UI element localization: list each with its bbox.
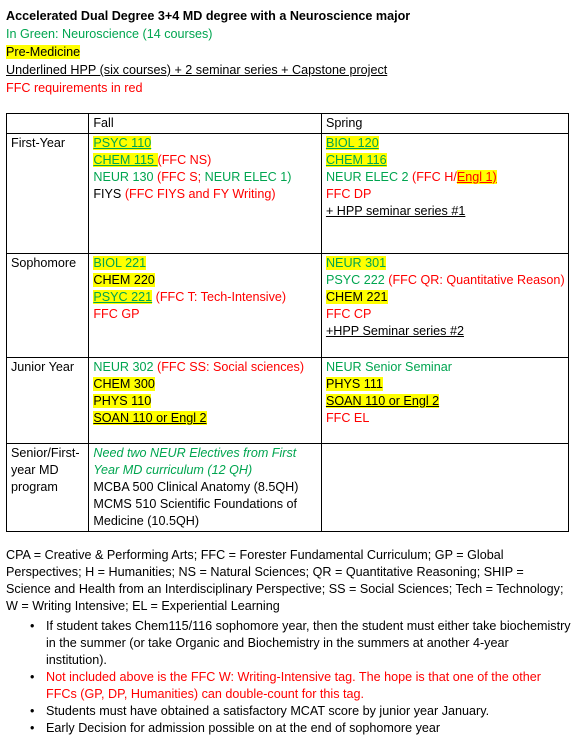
course-text: PHYS 110 xyxy=(93,394,152,408)
course-text: Need two NEUR Electives from First Year MD curriculum (12 QH) xyxy=(93,446,297,477)
note-text: Not included above is the FFC W: Writing-Intensive tag. The hope is that one of the other FFCs (GP, DP, Humanities) can double-count for this tag. xyxy=(46,670,541,701)
course-text: FFC EL xyxy=(325,411,370,425)
course-text: MCMS 510 Scientific Foundations of Medicine (10.5QH) xyxy=(93,497,298,528)
course-text: FFC GP xyxy=(93,307,140,321)
table-row xyxy=(7,134,569,254)
note-bullet xyxy=(6,720,572,737)
spring-cell xyxy=(321,358,568,444)
course-line xyxy=(93,272,318,289)
spring-cell xyxy=(321,254,568,358)
course-line xyxy=(93,445,318,479)
course-line xyxy=(93,135,318,152)
fall-column-header: Fall xyxy=(89,114,322,134)
empty-header-cell xyxy=(7,114,89,134)
table-row xyxy=(7,254,569,358)
spring-cell xyxy=(321,444,568,532)
course-text: CHEM 220 xyxy=(93,273,155,287)
course-text: CHEM 115 xyxy=(93,153,158,167)
course-line xyxy=(326,359,565,376)
course-text: (FFC QR: Quantitative Reason) xyxy=(388,273,565,287)
course-text: BIOL 120 xyxy=(325,136,379,150)
course-line xyxy=(93,152,318,169)
note-bullet xyxy=(6,703,572,720)
course-line xyxy=(93,496,318,530)
notes-section xyxy=(6,547,572,737)
course-line xyxy=(326,152,565,169)
note-text: If student takes Chem115/116 sophomore year, then the student must either take biochemistry in the summer (or take Organic and Biochemistry in the summers at another 4-year institution). xyxy=(46,619,571,667)
course-text: (FFC H/ xyxy=(412,170,457,184)
course-text: PSYC 110 xyxy=(93,136,152,150)
spring-column-header: Spring xyxy=(321,114,568,134)
course-text: FIYS xyxy=(93,187,125,201)
red-legend: FFC requirements in red xyxy=(6,81,143,95)
course-text: BIOL 221 xyxy=(93,256,147,270)
course-text: PSYC 222 xyxy=(325,273,389,287)
course-line xyxy=(326,255,565,272)
yellow-legend: Pre-Medicine xyxy=(6,45,81,59)
abbreviations-paragraph: CPA = Creative & Performing Arts; FFC = Forester Fundamental Curriculum; GP = Global Perspectives; H = Humanities; NS = Natural Sciences; QR = Quantitative Reasoning; SHIP = Science and Health from an Interdisciplinary Perspective; SS = Social Sciences; Tech = Technology; W = Writing Intensive; EL = Experiential Learning xyxy=(6,548,564,613)
course-text: +HPP Seminar series #2 xyxy=(325,324,464,338)
course-line xyxy=(326,323,565,340)
course-line xyxy=(93,306,318,323)
course-text: CHEM 300 xyxy=(93,377,155,391)
course-line xyxy=(326,410,565,427)
note-text: Early Decision for admission possible on at the end of sophomore year xyxy=(46,721,441,735)
fall-cell xyxy=(89,444,322,532)
course-text: FFC CP xyxy=(325,307,372,321)
notes-bullet-list xyxy=(6,618,572,737)
course-line xyxy=(326,169,565,186)
course-text: CHEM 116 xyxy=(325,153,387,167)
course-line xyxy=(93,255,318,272)
course-line xyxy=(326,289,565,306)
course-text: PHYS 111 xyxy=(325,377,383,391)
table-row xyxy=(7,358,569,444)
year-label: Senior/First-year MD program xyxy=(7,444,89,532)
course-line xyxy=(326,186,565,203)
course-line xyxy=(326,272,565,289)
course-text: (FFC T: Tech-Intensive) xyxy=(152,290,287,304)
course-line xyxy=(326,135,565,152)
bullet-icon: • xyxy=(30,619,35,633)
spring-cell xyxy=(321,134,568,254)
course-text: CHEM 221 xyxy=(325,290,388,304)
course-text: PSYC 221 xyxy=(93,290,153,304)
document-title: Accelerated Dual Degree 3+4 MD degree with a Neuroscience major xyxy=(6,9,411,23)
course-text: NEUR ELEC 2 xyxy=(325,170,413,184)
fall-cell xyxy=(89,358,322,444)
year-label: First-Year xyxy=(7,134,89,254)
bullet-icon: • xyxy=(30,721,35,735)
course-text: NEUR 301 xyxy=(325,256,387,270)
note-bullet xyxy=(6,618,572,669)
course-line xyxy=(93,169,318,186)
course-line xyxy=(93,359,318,376)
course-line xyxy=(326,393,565,410)
course-text: NEUR ELEC 1) xyxy=(204,170,292,184)
course-text: MCBA 500 Clinical Anatomy (8.5QH) xyxy=(93,480,299,494)
course-text: (FFC S; xyxy=(157,170,205,184)
schedule-table xyxy=(6,113,569,532)
course-text: (FFC SS: Social sciences) xyxy=(157,360,305,374)
fall-cell xyxy=(89,254,322,358)
course-text: FFC DP xyxy=(325,187,372,201)
fall-cell xyxy=(89,134,322,254)
course-text: + HPP seminar series #1 xyxy=(325,204,466,218)
course-text: NEUR 302 xyxy=(93,360,158,374)
course-text: (FFC FIYS and FY Writing) xyxy=(124,187,276,201)
course-text: SOAN 110 or Engl 2 xyxy=(93,411,207,425)
course-line xyxy=(93,186,318,203)
table-header-row xyxy=(7,114,569,134)
course-line xyxy=(93,479,318,496)
course-text: NEUR 130 xyxy=(93,170,158,184)
course-line xyxy=(326,376,565,393)
course-text: NEUR Senior Seminar xyxy=(325,360,452,374)
document-page xyxy=(6,8,572,735)
year-label: Sophomore xyxy=(7,254,89,358)
note-bullet xyxy=(6,669,572,703)
course-line xyxy=(326,203,565,220)
underline-legend: Underlined HPP (six courses) + 2 seminar series + Capstone project xyxy=(6,63,388,77)
year-label: Junior Year xyxy=(7,358,89,444)
note-text: Students must have obtained a satisfactory MCAT score by junior year January. xyxy=(46,704,490,718)
course-text: (FFC NS) xyxy=(157,153,212,167)
green-legend: In Green: Neuroscience (14 courses) xyxy=(6,27,213,41)
course-text: Engl 1) xyxy=(456,170,497,184)
course-line xyxy=(93,410,318,427)
course-line xyxy=(93,289,318,306)
course-text: SOAN 110 or Engl 2 xyxy=(325,394,440,408)
course-line xyxy=(326,306,565,323)
bullet-icon: • xyxy=(30,704,35,718)
course-line xyxy=(93,393,318,410)
bullet-icon: • xyxy=(30,670,35,684)
table-row xyxy=(7,444,569,532)
course-line xyxy=(93,376,318,393)
